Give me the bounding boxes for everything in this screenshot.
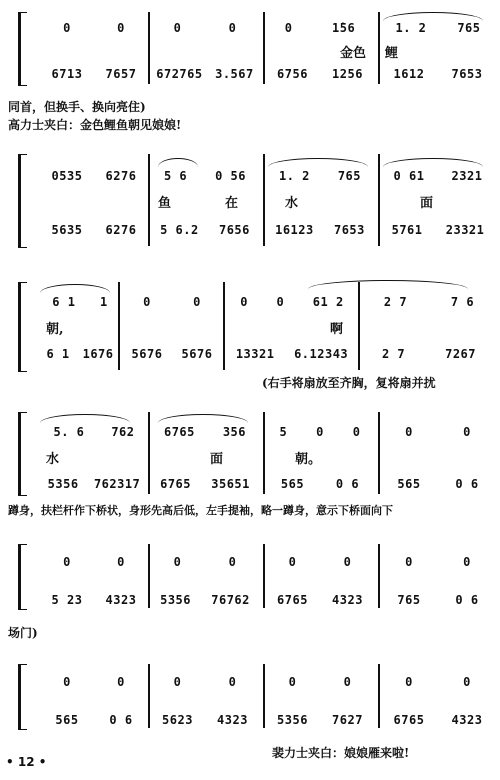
note-group: 0 <box>405 425 413 439</box>
measure <box>265 672 375 692</box>
staff-system-2 <box>18 150 496 250</box>
lyric: 面 <box>420 196 434 211</box>
system-brace <box>18 412 27 496</box>
note-group: 5676 <box>181 347 213 361</box>
note-group: 5 6.2 <box>160 223 199 237</box>
note-group: 2321 <box>451 169 483 183</box>
note-group: 356 <box>222 425 247 439</box>
measure <box>40 344 120 364</box>
note-group: 0 <box>173 675 182 689</box>
note-group: 0 <box>117 675 125 689</box>
page-number: • 12 • <box>6 755 47 769</box>
note-group: 672765 <box>156 67 203 81</box>
note-group: 0 <box>288 555 297 569</box>
lyric: 金色 <box>340 46 367 61</box>
lyric: 水 <box>46 452 60 467</box>
note-group: 5 23 <box>51 593 83 607</box>
note-group: 6765 <box>160 477 192 491</box>
note-group: 0 6 <box>455 477 479 491</box>
measure <box>150 166 260 186</box>
note-group: 0 <box>405 555 413 569</box>
note-group: 0 <box>228 21 237 35</box>
lyrics-row <box>40 448 496 466</box>
measure <box>150 590 260 610</box>
system-brace <box>18 12 27 86</box>
slur <box>308 280 468 289</box>
note-group: 0 <box>193 295 201 309</box>
measure <box>122 292 222 312</box>
lyric: 朝, <box>46 322 64 337</box>
note-group: 1256 <box>332 67 363 81</box>
measure <box>265 220 375 240</box>
note-group: 5 6 <box>163 169 188 183</box>
note-group: 1. 2 <box>278 169 310 183</box>
note-group: 0 <box>173 555 182 569</box>
note-group: 61 2 <box>312 295 344 309</box>
measure <box>150 710 260 730</box>
note-group: 7627 <box>332 713 363 727</box>
lower-voice-row <box>40 220 496 240</box>
note-group: 5623 <box>162 713 193 727</box>
note-group: 16123 <box>275 223 314 237</box>
lower-voice-row <box>40 64 496 84</box>
measure <box>226 292 358 312</box>
measure <box>265 64 375 84</box>
measure <box>40 18 148 38</box>
note-group: 1612 <box>393 67 425 81</box>
measure <box>265 590 375 610</box>
slur <box>158 414 248 423</box>
note-group: 0 <box>288 675 297 689</box>
lyrics-row <box>40 192 496 210</box>
note-group: 765 <box>337 169 362 183</box>
note-group: 0 <box>117 555 125 569</box>
measure <box>150 64 260 84</box>
slur <box>40 414 130 423</box>
lower-voice-row <box>40 710 496 730</box>
upper-voice-row <box>40 18 496 38</box>
system-brace <box>18 282 27 372</box>
lyric: 鲤 <box>385 46 399 61</box>
lower-voice-row <box>40 474 496 494</box>
note-group: 0 <box>117 21 125 35</box>
note-group: 0 <box>228 555 237 569</box>
note-group: 0 <box>463 555 471 569</box>
stage-direction: 场门) <box>8 626 38 640</box>
stage-direction: (右手将扇放至齐胸，复将扇并扰 <box>262 376 436 390</box>
note-group: 0535 <box>51 169 83 183</box>
note-group: 13321 <box>235 347 275 361</box>
measure <box>226 344 358 364</box>
note-group: 4323 <box>217 713 248 727</box>
note-group: 7 6 <box>450 295 475 309</box>
note-group: 565 <box>55 713 79 727</box>
upper-voice-row <box>40 166 496 186</box>
note-group: 2 7 <box>383 295 408 309</box>
note-group: 762 <box>111 425 135 439</box>
stage-direction: 蹲身，扶栏杆作下桥状，身形先高后低，左手提袖，略一蹲身，意示下桥面向下 <box>8 504 393 517</box>
note-group: 565 <box>280 477 305 491</box>
note-group: 6 1 <box>46 347 70 361</box>
note-group: 6756 <box>277 67 308 81</box>
note-group: 0 <box>343 675 352 689</box>
note-group: 0 6 <box>109 713 133 727</box>
lyric: 水 <box>285 196 299 211</box>
measure <box>265 422 375 442</box>
note-group: 6765 <box>163 425 195 439</box>
measure <box>362 344 496 364</box>
note-group: 7267 <box>445 347 477 361</box>
note-group: 565 <box>397 477 421 491</box>
measure <box>40 590 148 610</box>
note-group: 0 61 <box>393 169 425 183</box>
dialogue-line: 高力士夹白：金色鲤鱼朝见娘娘! <box>8 118 182 132</box>
note-group: 5. 6 <box>53 425 85 439</box>
upper-voice-row <box>40 292 496 312</box>
note-group: 5 <box>279 425 288 439</box>
note-group: 0 <box>405 675 413 689</box>
note-group: 5356 <box>160 593 192 607</box>
note-group: 0 <box>63 555 71 569</box>
note-group: 7653 <box>451 67 483 81</box>
upper-voice-row <box>40 422 496 442</box>
note-group: 5635 <box>51 223 83 237</box>
measure <box>40 64 148 84</box>
note-group: 0 <box>240 295 248 309</box>
note-group: 0 <box>143 295 151 309</box>
note-group: 5761 <box>391 223 423 237</box>
note-group: 0 <box>63 675 71 689</box>
note-group: 0 6 <box>335 477 360 491</box>
lyric: 朝。 <box>295 452 322 467</box>
lyric: 在 <box>225 196 239 211</box>
measure <box>265 166 375 186</box>
staff-system-6 <box>18 660 496 732</box>
staff-system-5 <box>18 540 496 612</box>
lyric: 面 <box>210 452 224 467</box>
note-group: 762317 <box>93 477 141 491</box>
measure <box>40 422 148 442</box>
note-group: 0 56 <box>215 169 247 183</box>
stage-direction: 同首，但换手、换向亮住) <box>8 100 146 114</box>
system-brace <box>18 154 27 248</box>
note-group: 4323 <box>451 713 483 727</box>
note-group: 1676 <box>82 347 114 361</box>
upper-voice-row <box>40 552 496 572</box>
note-group: 0 <box>228 675 237 689</box>
note-group: 0 <box>173 21 182 35</box>
measure <box>380 672 496 692</box>
measure <box>40 220 148 240</box>
note-group: 765 <box>457 21 481 35</box>
measure <box>40 474 148 494</box>
slur <box>268 158 368 167</box>
note-group: 3.567 <box>215 67 254 81</box>
measure <box>40 292 120 312</box>
measure <box>265 710 375 730</box>
note-group: 0 <box>276 295 285 309</box>
measure <box>380 64 496 84</box>
lyrics-row <box>40 42 496 60</box>
measure <box>380 18 496 38</box>
dialogue-line: 裴力士夹白：娘娘雁来啦! <box>272 746 410 760</box>
note-group: 1̇56 <box>332 21 356 35</box>
note-group: 4323 <box>332 593 363 607</box>
measure <box>150 422 260 442</box>
measure <box>380 474 496 494</box>
measure <box>150 672 260 692</box>
note-group: 6 1 <box>52 295 76 309</box>
note-group: 1 <box>99 295 108 309</box>
measure <box>40 672 148 692</box>
note-group: 6.12343 <box>294 347 349 361</box>
lyric: 啊 <box>330 322 344 337</box>
note-group: 7653 <box>333 223 365 237</box>
note-group: 0 <box>352 425 361 439</box>
note-group: 35651 <box>211 477 250 491</box>
note-group: 4323 <box>105 593 137 607</box>
note-group: 7657 <box>105 67 137 81</box>
note-group: 0 6 <box>455 593 479 607</box>
note-group: 6713 <box>51 67 83 81</box>
system-brace <box>18 664 27 730</box>
note-group: 0 <box>463 425 471 439</box>
note-group: 5356 <box>47 477 79 491</box>
measure <box>150 220 260 240</box>
note-group: 7656 <box>218 223 250 237</box>
note-group: 0 <box>316 425 324 439</box>
lower-voice-row <box>40 344 496 364</box>
note-group: 5676 <box>131 347 163 361</box>
note-group: 0 <box>463 675 471 689</box>
note-group: 76762 <box>211 593 250 607</box>
note-group: 2 7 <box>381 347 406 361</box>
note-group: 6765 <box>277 593 308 607</box>
measure <box>40 166 148 186</box>
slur <box>40 284 110 293</box>
lower-voice-row <box>40 590 496 610</box>
note-group: 765 <box>397 593 421 607</box>
note-group: 6276 <box>105 223 137 237</box>
measure <box>362 292 496 312</box>
upper-voice-row <box>40 672 496 692</box>
measure <box>40 552 148 572</box>
note-group: 1. 2 <box>395 21 427 35</box>
note-group: 6765 <box>393 713 425 727</box>
slur <box>158 158 198 167</box>
measure <box>380 590 496 610</box>
measure <box>150 18 260 38</box>
lyric: 鱼 <box>158 196 172 211</box>
note-group: 0 <box>284 21 293 35</box>
measure <box>40 710 148 730</box>
measure <box>380 422 496 442</box>
measure <box>122 344 222 364</box>
measure <box>265 474 375 494</box>
slur <box>383 12 483 21</box>
staff-system-3 <box>18 278 496 374</box>
measure <box>150 474 260 494</box>
measure <box>380 166 496 186</box>
measure <box>265 18 375 38</box>
note-group: 0 <box>63 21 71 35</box>
staff-system-1 <box>18 8 496 88</box>
measure <box>380 710 496 730</box>
system-brace <box>18 544 27 610</box>
note-group: 5356 <box>277 713 308 727</box>
note-group: 6276 <box>105 169 137 183</box>
note-group: 0 <box>343 555 352 569</box>
measure <box>380 552 496 572</box>
measure <box>380 220 496 240</box>
measure <box>265 552 375 572</box>
note-group: 23321 <box>445 223 485 237</box>
measure <box>150 552 260 572</box>
staff-system-4 <box>18 408 496 498</box>
lyrics-row <box>40 318 496 336</box>
slur <box>383 158 483 167</box>
